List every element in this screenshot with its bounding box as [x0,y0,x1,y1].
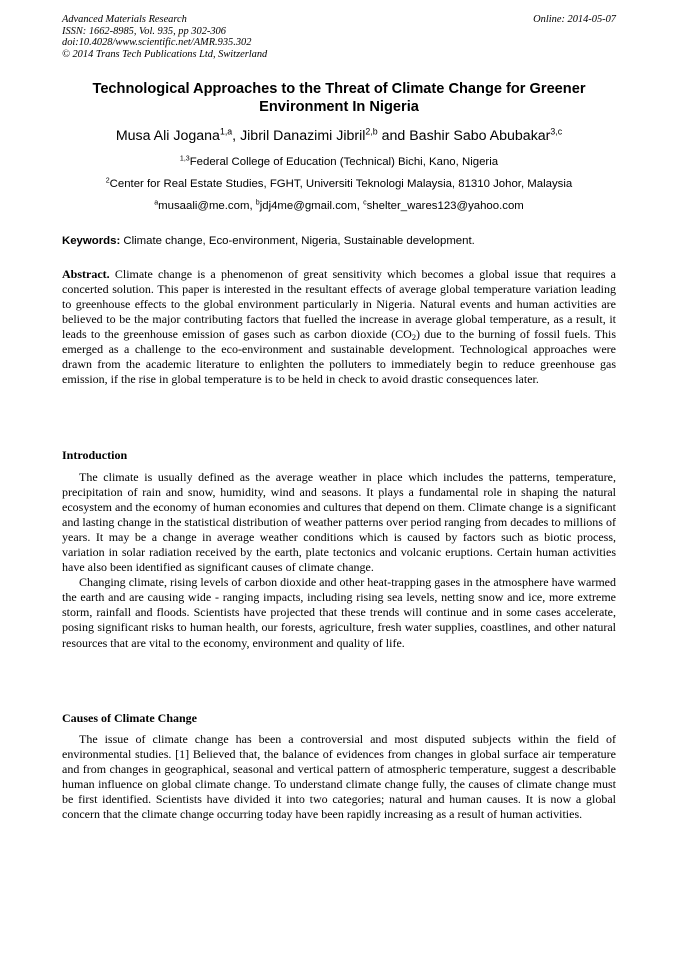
causes-heading: Causes of Climate Change [62,711,197,725]
email-mark: b [255,199,260,207]
author-name: Jibril Danazimi Jibril [240,128,366,144]
introduction-body [62,470,616,651]
email-mark: a [154,199,159,207]
abstract-label: Abstract. [62,267,110,281]
author-name: Musa Ali Jogana [115,128,220,144]
author-separator: and [377,128,410,144]
keywords-label: Keywords: [62,235,121,247]
email-text: musaali@me.com, [158,200,256,212]
copyright-line: © 2014 Trans Tech Publications Ltd, Switzerland [62,48,268,60]
journal-name: Advanced Materials Research [62,14,187,25]
causes-body [62,732,616,822]
abstract-text-cont: ) due to the burning of fossil fuels. This emerged as a challenge to the eco-environment and sustainable development. Technological approaches were drawn from the academic literature to enlighten the polluters to immediately begin to reduce greenhouse gas emission, if the rise in global temperature is to be held in check to avoid drastic consequences later. [62,327,616,387]
affiliation-mark: 1,3 [179,155,190,163]
introduction-paragraph: The climate is usually defined as the average weather in place which includes the patterns, temperature, precipitation of rain and snow, humidity, wind and seasons. It plays a fundamental role in shaping the natural ecosystem and the economy of human economies and cultures that depend on them. Climate change is a significant and lasting change in the statistical distribution of weather patterns over period ranging from decades to millions of years. It may be a change in average weather conditions which is caused by factors such as biotic process, variation in solar radiation received by the earth, plate tectonics and volcanic eruptions. Certain human activities have also been identified as significant causes of climate change. [62,470,616,575]
affiliation-text: Center for Real Estate Studies, FGHT, Universiti Teknologi Malaysia, 81310 Johor, Malaysia [109,178,573,190]
affiliation-text: Federal College of Education (Technical) Bichi, Kano, Nigeria [189,156,499,168]
author-name: Bashir Sabo Abubakar [409,128,551,144]
journal-header [62,14,267,60]
keywords [62,234,622,248]
causes-paragraph: The issue of climate change has been a controversial and most disputed subjects within the field of environmental studies. [1] Believed that, the balance of evidences from changes in global surface air temperature and from changes in geographical, seasonal and vertical pattern of atmospheric temperature, suggest a describable human influence on global climate change. To understand climate change fully, the causes of climate change must be first identified. Scientists have divided it into two categories; natural and human causes. It is now a global concern that the climate change occurring today have been rapidly increasing as a result of human activities. [62,732,616,822]
keywords-text: Climate change, Eco-environment, Nigeria, Sustainable development. [120,235,475,247]
author-affil-mark: 1,a [219,126,233,137]
author-affil-mark: 2,b [365,126,378,137]
email-text: jdj4me@gmail.com, [259,200,364,212]
abstract-paragraph [62,267,616,387]
abstract-text: Climate change is a phenomenon of great sensitivity which becomes a global issue that requires a concerted solution. This paper is interested in the resultant effects of average global temperature variation leading to greenhouse effects to the global environment particularly in Nigeria. Natural events and human activities are believed to be the major contributing factors that fuelled the increase in average global temperature, as a result, it leads to the greenhouse emission of gases such as carbon dioxide (CO [62,267,616,342]
doi-line: doi:10.4028/www.scientific.net/AMR.935.302 [62,37,252,49]
abstract-subscript: 2 [411,333,417,343]
author-affil-mark: 3,c [550,126,563,137]
affiliation-mark: 2 [105,177,110,185]
online-date: Online: 2014-05-07 [533,14,616,25]
paper-title: Technological Approaches to the Threat of Climate Change for Greener Environment In Nigeria [92,81,586,115]
email-text: shelter_wares123@yahoo.com [366,200,524,212]
affiliation-2 [20,177,658,191]
introduction-heading: Introduction [62,448,128,462]
issn-line: ISSN: 1662-8985, Vol. 935, pp 302-306 [62,25,226,37]
email-line [20,199,658,213]
email-mark: c [363,199,367,207]
affiliation-1 [20,155,658,169]
author-separator: , [232,128,241,144]
author-line [30,127,648,145]
abstract [62,267,616,387]
introduction-paragraph: Changing climate, rising levels of carbon dioxide and other heat-trapping gases in the atmosphere have warmed the earth and are causing wide - ranging impacts, including rising sea levels, netting snow and ice, more extreme storm, rainfall and floods. Scientists have projected that these trends will continue and in some cases accelerate, posing significant risks to human health, our forests, agriculture, fresh water supplies, coastlines, and other natural resources that are vital to the economy, environment and quality of life. [62,575,616,650]
